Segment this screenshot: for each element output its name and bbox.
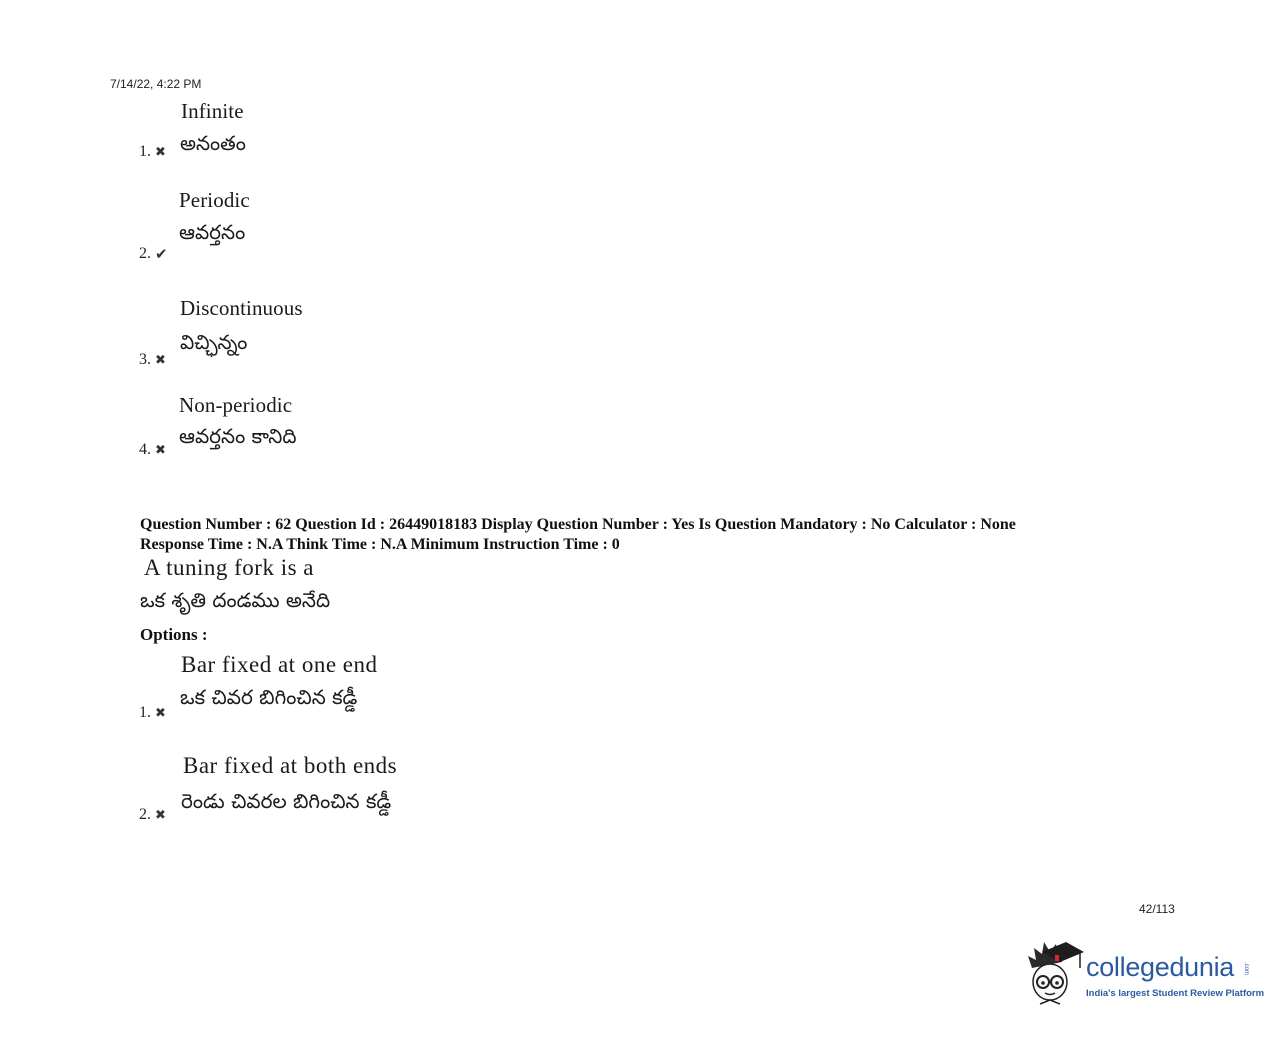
- option-number-label: 3.: [139, 351, 151, 368]
- cross-icon: ✖: [155, 442, 166, 458]
- brand-name: collegedunia: [1086, 952, 1235, 982]
- option-english-text: Bar fixed at one end: [181, 652, 378, 677]
- option-number: [139, 704, 166, 722]
- brand-suffix: .com: [1243, 962, 1249, 976]
- option-number: [139, 143, 166, 161]
- question-meta-line-1: Question Number : 62 Question Id : 26449018183 Display Question Number : Yes Is Question Mandatory : No Calculator : None: [140, 516, 1016, 533]
- option-telugu-text: ఒక చివర బిగించిన కడ్డీ: [180, 685, 358, 709]
- option-english-text: Discontinuous: [180, 296, 303, 320]
- option-telugu-text: ఆవర్తనం: [179, 220, 246, 244]
- check-icon: ✔: [155, 244, 168, 263]
- cross-icon: ✖: [155, 705, 166, 721]
- option-telugu-text: రెండు చివరల బిగించిన కడ్డీ: [181, 789, 392, 813]
- option-number-label: 4.: [139, 441, 151, 458]
- collegedunia-logo: [1024, 938, 1265, 1012]
- cross-icon: ✖: [155, 352, 166, 368]
- brand-tagline: India's largest Student Review Platform: [1086, 988, 1265, 999]
- option-telugu-text: అనంతం: [180, 131, 246, 155]
- option-english-text: Non-periodic: [179, 393, 293, 417]
- option-number-label: 1.: [139, 143, 151, 160]
- question-text-telugu: ఒక శృతి దండము అనేది: [140, 588, 331, 612]
- option-english-text: Infinite: [181, 99, 244, 123]
- print-timestamp: 7/14/22, 4:22 PM: [110, 77, 202, 91]
- cross-icon: ✖: [155, 144, 166, 160]
- option-number-label: 1.: [139, 704, 151, 721]
- option-number: [139, 441, 166, 459]
- option-number: [139, 245, 168, 263]
- option-number: [139, 806, 166, 824]
- question-metadata: [140, 515, 1016, 555]
- question-meta-line-2: Response Time : N.A Think Time : N.A Minimum Instruction Time : 0: [140, 536, 620, 553]
- option-telugu-text: ఆవర్తనం కానిది: [179, 424, 297, 448]
- option-english-text: Periodic: [179, 188, 250, 212]
- options-label: Options :: [140, 625, 208, 644]
- option-number-label: 2.: [139, 806, 151, 823]
- question-text-english: A tuning fork is a: [144, 555, 314, 580]
- page-number: 42/113: [1139, 902, 1175, 916]
- option-number: [139, 351, 166, 369]
- cross-icon: ✖: [155, 807, 166, 823]
- option-telugu-text: విచ్ఛిన్నం: [180, 330, 248, 354]
- option-number-label: 2.: [139, 245, 151, 262]
- option-english-text: Bar fixed at both ends: [183, 753, 398, 778]
- mascot-icon: [1024, 938, 1084, 1010]
